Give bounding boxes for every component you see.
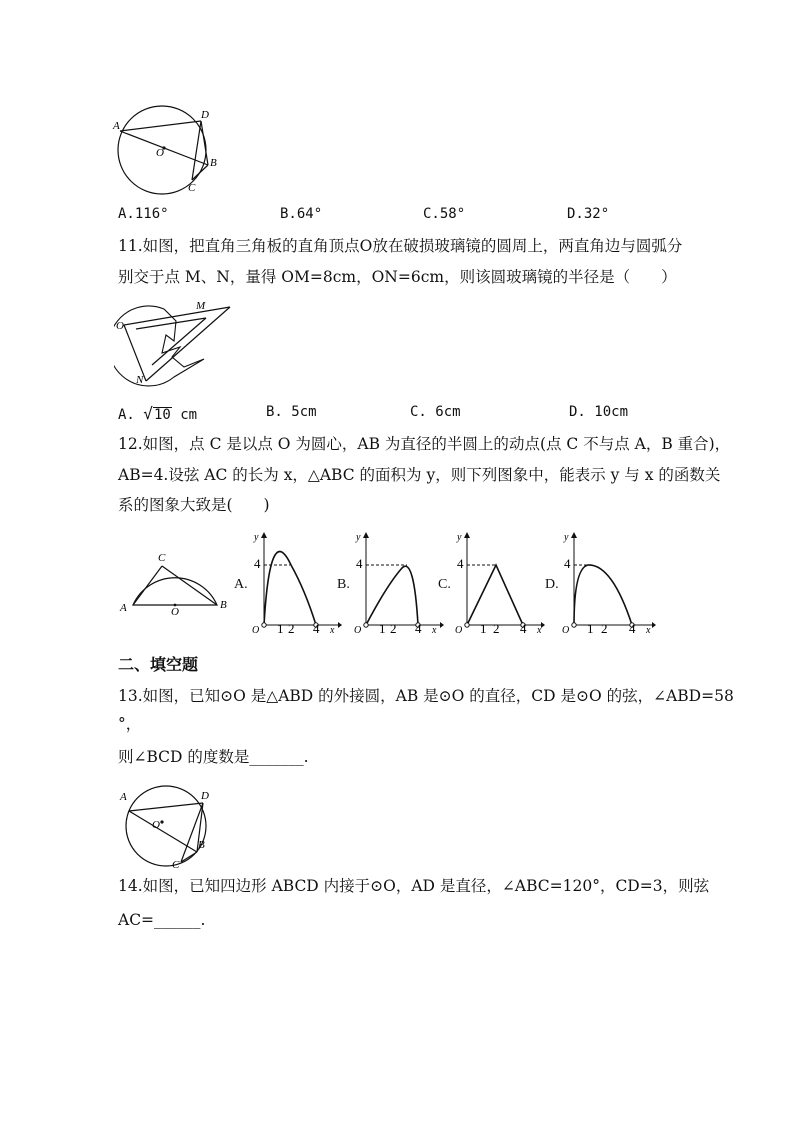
q13-label-B: B [198,839,205,851]
q10-option-c[interactable]: C.58° [423,206,466,222]
q11-stem-line1: 11.如图，把直角三角板的直角顶点O放在破损玻璃镜的圆周上，两直角边与圆弧分 [118,237,683,255]
q12-c-o: O [455,625,463,634]
q11-option-a[interactable] [118,404,197,423]
q12-a-o: O [252,625,260,634]
q12-stem-line3: 系的图象大致是( ) [118,496,270,514]
q12-label-A: A [120,602,127,614]
q13-label-D: D [201,790,209,802]
sqrt-icon: √ [143,404,153,423]
q12-b-o: O [354,625,362,634]
q12-graph-label-c[interactable]: C. [438,577,451,592]
q12-a-y: y [254,532,259,543]
q11-label-O: O [116,320,124,332]
q11-option-a-radicand: 10 [153,407,171,423]
q11-option-b[interactable]: B. 5cm [266,404,317,420]
q12-d-y: y [564,532,569,543]
q13-label-O: O [152,819,160,831]
q12-label-B: B [220,599,227,611]
q10-label-A: A [113,120,120,132]
q12-c-1: 1 [480,621,487,634]
q12-c-x: x [537,625,542,634]
q11-option-c[interactable]: C. 6cm [410,404,461,420]
q10-label-D: D [201,109,209,121]
q12-d-4x: 4 [629,621,636,634]
q12-b-1: 1 [379,621,386,634]
q13-stem-line1: 13.如图，已知⊙O 是△ABD 的外接圆，AB 是⊙O 的直径，CD 是⊙O 的弦，∠ABD=58 [118,687,734,705]
q12-d-x: x [646,625,651,634]
q12-stem-line1: 12.如图，点 C 是以点 O 为圆心，AB 为直径的半圆上的动点(点 C 不与点 A，B 重合)， [118,435,731,453]
q12-a-2: 2 [288,621,295,634]
q10-label-C: C [188,182,196,194]
section-title-fill-in: 二、填空题 [118,655,199,674]
q12-a-1: 1 [277,621,284,634]
q12-a-4x: 4 [313,621,320,634]
q10-option-d[interactable]: D.32° [567,206,610,222]
q12-label-O: O [171,606,179,618]
q13-label-A: A [120,791,127,803]
q12-c-4y: 4 [457,556,464,571]
q12-label-C: C [158,552,166,564]
q14-stem-line1: 14.如图，已知四边形 ABCD 内接于⊙O，AD 是直径，∠ABC=120°，CD=3，则弦 [118,877,710,895]
q12-graph-b [352,530,444,634]
q12-c-4x: 4 [520,621,527,634]
q12-graph-c [453,530,545,634]
q13-stem-line2: °， [118,715,142,733]
q12-c-y: y [457,532,462,543]
q10-option-b[interactable]: B.64° [280,206,323,222]
q12-a-x: x [330,625,335,634]
q12-stem-line2: AB=4.设弦 AC 的长为 x，△ABC 的面积为 y，则下列图象中，能表示 y 与 x 的函数关 [118,466,721,484]
q11-label-N: N [136,374,144,386]
q10-option-a[interactable]: A.116° [118,206,169,222]
q13-stem-line3[interactable]: 则∠BCD 的度数是_______. [118,748,309,766]
q12-d-1: 1 [587,621,594,634]
q12-c-2: 2 [493,621,500,634]
q11-option-a-prefix: A. [118,407,144,423]
q12-graph-label-d[interactable]: D. [545,577,559,592]
q12-b-4x: 4 [415,621,422,634]
q12-semicircle-figure [118,548,236,618]
q12-graph-a [250,530,342,634]
q10-circle-figure [112,104,222,196]
q12-b-y: y [356,532,361,543]
q11-stem-line2: 别交于点 M、N，量得 OM=8cm，ON=6cm，则该圆玻璃镜的半径是（ ） [118,268,677,286]
q11-broken-mirror-figure [114,297,236,387]
q12-graph-d [560,530,656,634]
q12-b-2: 2 [390,621,397,634]
q14-stem-line2[interactable]: AC=______. [118,911,206,929]
q12-d-2: 2 [601,621,608,634]
q12-graph-label-b[interactable]: B. [337,577,350,592]
q12-d-4y: 4 [564,556,571,571]
q11-option-d[interactable]: D. 10cm [569,404,629,420]
q12-d-o: O [562,625,570,634]
q13-circle-figure [116,782,220,870]
q13-label-C: C [172,859,180,870]
q12-a-4y: 4 [254,556,261,571]
q10-label-O: O [156,147,164,159]
q10-label-B: B [210,157,217,169]
q11-option-a-unit: cm [171,407,198,423]
q12-graph-label-a[interactable]: A. [234,577,248,592]
q12-b-x: x [432,625,437,634]
q12-b-4y: 4 [356,556,363,571]
q11-label-M: M [196,300,206,312]
